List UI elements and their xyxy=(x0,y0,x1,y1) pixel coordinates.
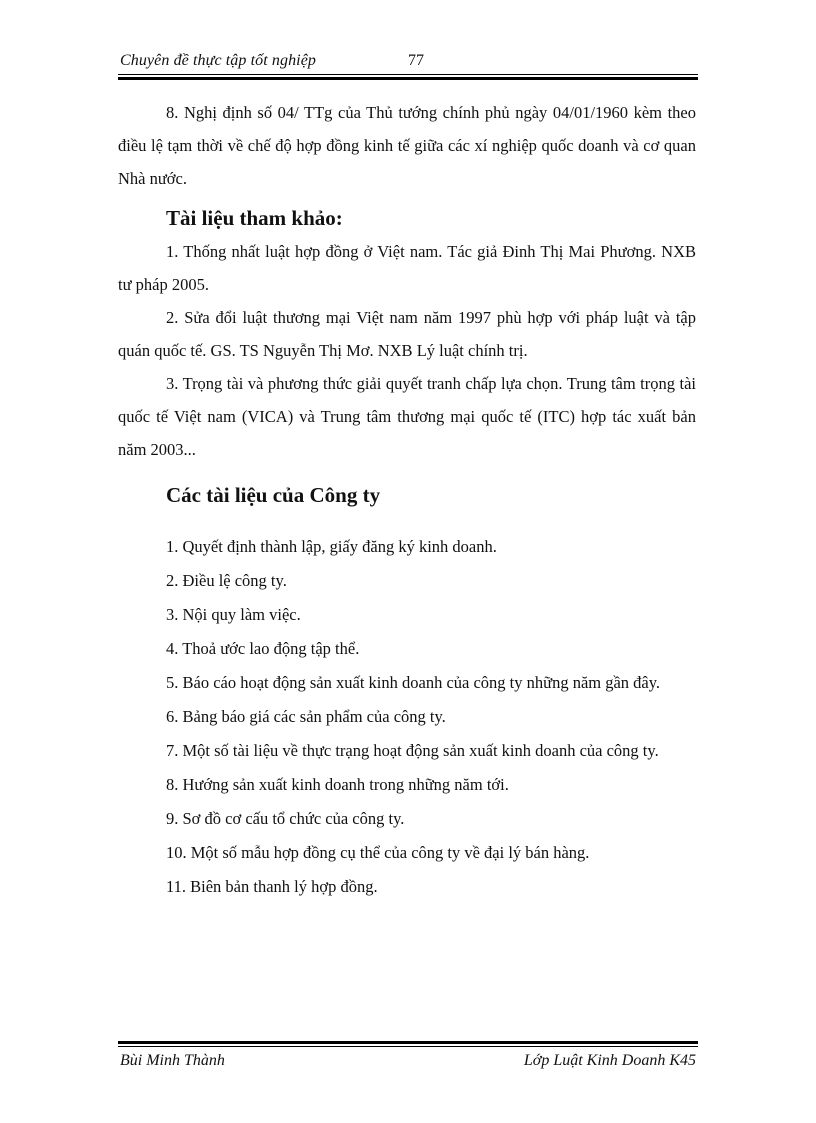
list-item: 11. Biên bản thanh lý hợp đồng. xyxy=(166,877,378,896)
list-item: 8. Hướng sản xuất kinh doanh trong những năm tới. xyxy=(166,775,509,794)
company-docs-list xyxy=(118,530,696,904)
list-item: 7. Một số tài liệu về thực trạng hoạt động sản xuất kinh doanh của công ty. xyxy=(166,741,659,760)
list-item: 2. Điều lệ công ty. xyxy=(166,571,287,590)
page-content xyxy=(118,96,696,904)
reference-item: 2. Sửa đổi luật thương mại Việt nam năm 1997 phù hợp với pháp luật và tập quán quốc tế. GS. TS Nguyễn Thị Mơ. NXB Lý luật chính trị. xyxy=(118,308,696,360)
company-docs-heading: Các tài liệu của Công ty xyxy=(166,483,381,507)
header-rule-thin xyxy=(118,74,698,75)
footer-author: Bùi Minh Thành xyxy=(120,1052,225,1069)
reference-item: 1. Thống nhất luật hợp đồng ở Việt nam. Tác giả Đinh Thị Mai Phương. NXB tư pháp 2005. xyxy=(118,242,696,294)
list-item: 10. Một số mẫu hợp đồng cụ thể của công ty về đại lý bán hàng. xyxy=(166,843,590,862)
list-item: 9. Sơ đồ cơ cấu tổ chức của công ty. xyxy=(166,809,405,828)
footer-rule-thin xyxy=(118,1046,698,1047)
references-heading: Tài liệu tham khảo: xyxy=(166,206,343,230)
reference-item: 3. Trọng tài và phương thức giải quyết tranh chấp lựa chọn. Trung tâm trọng tài quốc tế Việt nam (VICA) và Trung tâm thương mại quốc tế (ITC) hợp tác xuất bản năm 2003... xyxy=(118,374,696,459)
page-header xyxy=(118,50,698,80)
header-rule-thick xyxy=(118,77,698,80)
list-item: 6. Bảng báo giá các sản phẩm của công ty. xyxy=(166,707,446,726)
list-item: 4. Thoả ước lao động tập thể. xyxy=(166,639,360,658)
list-item: 1. Quyết định thành lập, giấy đăng ký kinh doanh. xyxy=(166,537,497,556)
footer-rule-thick xyxy=(118,1041,698,1044)
page-number: 77 xyxy=(408,52,424,69)
page-footer xyxy=(118,1041,698,1075)
footer-class: Lớp Luật Kinh Doanh K45 xyxy=(523,1052,696,1069)
list-item: 3. Nội quy làm việc. xyxy=(166,605,301,624)
intro-paragraph: 8. Nghị định số 04/ TTg của Thủ tướng chính phủ ngày 04/01/1960 kèm theo điều lệ tạm thời về chế độ hợp đồng kinh tế giữa các xí nghiệp quốc doanh và cơ quan Nhà nước. xyxy=(118,103,696,188)
list-item: 5. Báo cáo hoạt động sản xuất kinh doanh của công ty những năm gần đây. xyxy=(166,673,661,692)
header-title: Chuyên đề thực tập tốt nghiệp xyxy=(120,52,317,69)
